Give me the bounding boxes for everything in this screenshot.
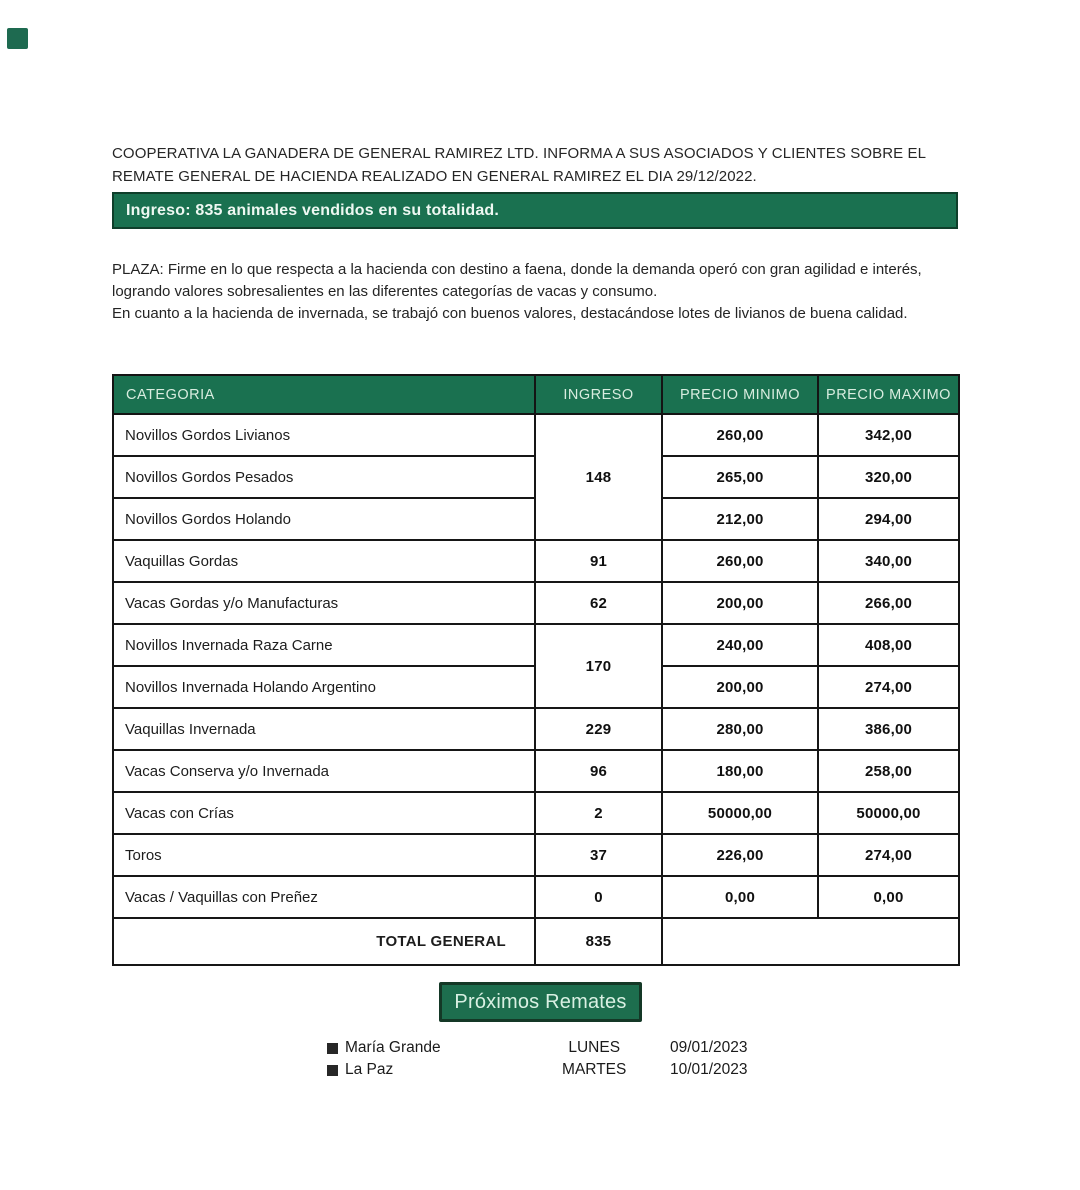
ingreso-cell: 96	[535, 750, 662, 792]
precio-minimo-cell: 260,00	[662, 540, 818, 582]
event-row	[327, 1037, 797, 1059]
table-row	[113, 582, 959, 624]
ingreso-cell: 0	[535, 876, 662, 918]
precio-maximo-cell: 294,00	[818, 498, 959, 540]
table-row	[113, 540, 959, 582]
ingreso-cell: 170	[535, 624, 662, 708]
precio-maximo-cell: 274,00	[818, 666, 959, 708]
precio-maximo-cell: 408,00	[818, 624, 959, 666]
square-bullet-icon	[327, 1043, 338, 1054]
precio-minimo-cell: 180,00	[662, 750, 818, 792]
category-cell: Novillos Invernada Holando Argentino	[113, 666, 535, 708]
table-row	[113, 750, 959, 792]
category-cell: Vaquillas Gordas	[113, 540, 535, 582]
event-day: LUNES	[568, 1039, 621, 1056]
corner-logo-mark	[7, 28, 28, 49]
total-row	[113, 918, 959, 965]
table-row	[113, 876, 959, 918]
category-cell: Novillos Gordos Holando	[113, 498, 535, 540]
precio-minimo-cell: 0,00	[662, 876, 818, 918]
precio-maximo-cell: 274,00	[818, 834, 959, 876]
category-cell: Vacas con Crías	[113, 792, 535, 834]
ingreso-cell: 148	[535, 414, 662, 540]
precio-maximo-cell: 320,00	[818, 456, 959, 498]
column-header-precio-maximo: PRECIO MAXIMO	[818, 375, 959, 414]
precio-minimo-cell: 200,00	[662, 666, 818, 708]
precio-minimo-cell: 265,00	[662, 456, 818, 498]
table-row	[113, 708, 959, 750]
ingreso-banner-text: Ingreso: 835 animales vendidos en su totalidad.	[126, 201, 500, 219]
table-row	[113, 414, 959, 456]
ingreso-banner	[112, 192, 958, 229]
category-cell: Toros	[113, 834, 535, 876]
proximos-remates-button: Próximos Remates	[439, 982, 642, 1022]
precio-maximo-cell: 266,00	[818, 582, 959, 624]
ingreso-cell: 62	[535, 582, 662, 624]
precio-minimo-cell: 226,00	[662, 834, 818, 876]
event-name: La Paz	[345, 1061, 394, 1078]
event-day: MARTES	[562, 1061, 627, 1078]
table-row	[113, 834, 959, 876]
precio-minimo-cell: 212,00	[662, 498, 818, 540]
table-row	[113, 624, 959, 666]
document-title-text: COOPERATIVA LA GANADERA DE GENERAL RAMIREZ LTD. INFORMA A SUS ASOCIADOS Y CLIENTES SOBRE EL REMATE GENERAL DE HACIENDA REALIZADO EN GENERAL RAMIREZ EL DIA 29/12/2022.	[112, 145, 926, 185]
ingreso-cell: 229	[535, 708, 662, 750]
ingreso-cell: 2	[535, 792, 662, 834]
category-cell: Vaquillas Invernada	[113, 708, 535, 750]
precio-maximo-cell: 50000,00	[818, 792, 959, 834]
column-header-categoria: CATEGORIA	[113, 375, 535, 414]
ingreso-cell: 91	[535, 540, 662, 582]
column-header-precio-minimo: PRECIO MINIMO	[662, 375, 818, 414]
precio-minimo-cell: 280,00	[662, 708, 818, 750]
precio-maximo-cell: 0,00	[818, 876, 959, 918]
event-name: María Grande	[345, 1039, 441, 1056]
upcoming-auctions-list	[327, 1037, 797, 1081]
precio-maximo-cell: 386,00	[818, 708, 959, 750]
auction-results-table	[112, 374, 960, 966]
category-cell: Vacas Gordas y/o Manufacturas	[113, 582, 535, 624]
category-cell: Vacas Conserva y/o Invernada	[113, 750, 535, 792]
market-summary-paragraph-1: PLAZA: Firme en lo que respecta a la hacienda con destino a faena, donde la demanda operó con gran agilidad e interés, logrando valores sobresalientes en las diferentes categorías de vacas y consumo.	[112, 261, 922, 300]
market-summary	[112, 259, 966, 325]
precio-maximo-cell: 258,00	[818, 750, 959, 792]
square-bullet-icon	[327, 1065, 338, 1076]
total-label-cell: TOTAL GENERAL	[113, 918, 535, 965]
precio-maximo-cell: 342,00	[818, 414, 959, 456]
market-summary-paragraph-2: En cuanto a la hacienda de invernada, se trabajó con buenos valores, destacándose lotes de livianos de buena calidad.	[112, 305, 908, 322]
event-row	[327, 1059, 797, 1081]
precio-maximo-cell: 340,00	[818, 540, 959, 582]
precio-minimo-cell: 260,00	[662, 414, 818, 456]
ingreso-cell: 37	[535, 834, 662, 876]
total-ingreso-cell: 835	[535, 918, 662, 965]
table-row	[113, 792, 959, 834]
category-cell: Novillos Gordos Livianos	[113, 414, 535, 456]
event-date: 09/01/2023	[669, 1039, 748, 1056]
precio-minimo-cell: 240,00	[662, 624, 818, 666]
category-cell: Novillos Gordos Pesados	[113, 456, 535, 498]
total-green-cell	[662, 918, 959, 965]
category-cell: Novillos Invernada Raza Carne	[113, 624, 535, 666]
category-cell: Vacas / Vaquillas con Preñez	[113, 876, 535, 918]
precio-minimo-cell: 50000,00	[662, 792, 818, 834]
event-date: 10/01/2023	[669, 1061, 748, 1078]
precio-minimo-cell: 200,00	[662, 582, 818, 624]
table-header-row	[113, 375, 959, 414]
column-header-ingreso: INGRESO	[535, 375, 662, 414]
